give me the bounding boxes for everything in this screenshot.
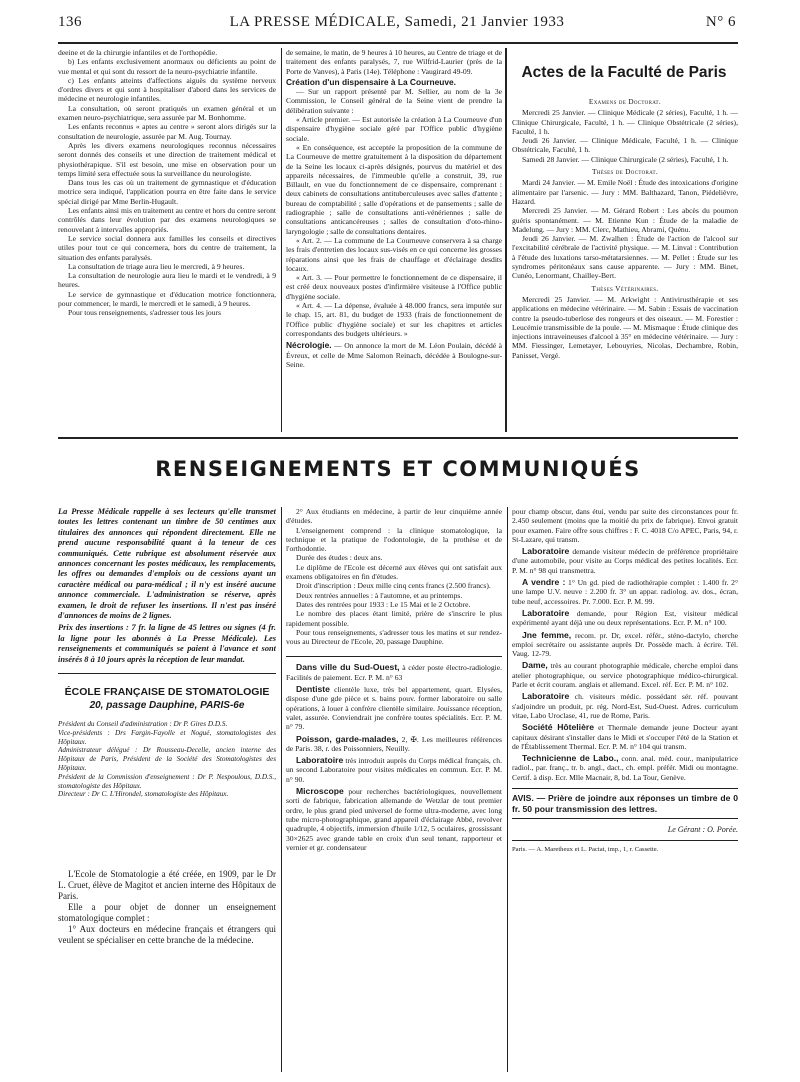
thesis-entry: Mercredi 25 Janvier. — M. Gérard Robert : Les abcès du poumon guéris spontanément. — M. Etienne Kun : Étude de la maladie de Madelung. — Jury : MM. Clerc, Mathieu, Abrami, Quénu.	[512, 206, 738, 234]
necrologie-text: — On annonce la mort de M. Léon Poulain, décédé à Évreux, et celle de Mme Salomon Reinach, décédée à Boulogne-sur-Seine.	[286, 341, 502, 369]
ecole-paragraph: Le nombre des places étant limité, prière de s'inscrire le plus rapidement possible.	[286, 609, 502, 628]
dispensaire-body	[286, 87, 502, 338]
ad-heading: Dans ville du Sud-Ouest,	[296, 662, 400, 673]
page-number: 136	[58, 14, 82, 30]
ecole-title: ÉCOLE FRANÇAISE DE STOMATOLOGIE	[64, 686, 270, 699]
ecole-body	[58, 869, 276, 946]
ad-text: très au courant photographie médicale, cherche emploi dans atelier photographique, ou service photographique médico-chirurgical. Parle et écrit couram. anglais et allemand. Excel. réf. Ecr. P. M. n° 102.	[512, 661, 738, 690]
ecole-paragraph: 1° Aux docteurs en médecine français et étrangers qui veulent se spécialiser en cette branche de la médecine.	[58, 924, 276, 946]
necrologie-heading: Nécrologie.	[286, 340, 332, 351]
ad-text: recom. pr. Dr, excel. référ., sténo-dactylo, cherche emploi secrétaire ou assistante auprès Dr. Possède mach. à écrire. Tél. Vaug. 12-79.	[512, 630, 738, 659]
ad-text: demande, pour Région Est, visiteur médical expérimenté ayant déjà une ou deux représentations. Ecr. P. M. n° 100.	[512, 608, 738, 628]
ecole-paragraph: Durée des études : deux ans.	[296, 553, 383, 563]
avis-notice: AVIS. — Prière de joindre aux réponses un timbre de 0 fr. 50 pour transmission des lettres.	[512, 793, 738, 814]
ads-separator	[286, 656, 502, 657]
ad-text: et Thermale demande jeune Docteur ayant capitaux désirant s'installer dans le Midi et s'occuper l'été de la Station et de l'Établissement Thermal. Ecr. P. M. n° 104 qui transm.	[512, 723, 738, 751]
theses-heading: Thèses de Doctorat.	[591, 167, 658, 177]
article-paragraph: « Article premier. — Est autorisée la création à La Courneuve d'un dispensaire d'hygiène sociale géré par l'Office public d'hygiène sociale.	[286, 115, 502, 143]
classified-ad	[286, 663, 502, 682]
ad-heading: Technicienne de Labo.,	[522, 753, 619, 764]
ecole-paragraph: Le diplôme de l'Ecole est décerné aux élèves qui ont satisfait aux examens obligatoires en fin d'études.	[286, 562, 502, 582]
avis-rule	[512, 788, 738, 789]
ecole-paragraph: Droit d'inscription : Deux mille cinq cents francs (2.500 francs).	[296, 581, 491, 591]
classified-ad	[286, 685, 502, 731]
column-rule	[507, 507, 508, 1072]
article-paragraph: La consultation de neurologie aura lieu le mardi et le vendredi, à 9 heures.	[58, 271, 276, 290]
ad-heading: Société Hôtelière	[522, 722, 594, 733]
ad-text: pour recherches bactériologiques, nouvellement sorti de fabrique, fabrication allemande de Wetzlar de tout premier ordre, le plus grand pied universel de forme ultra-moderne, avec long tube micro-photographique, grand appareil d'éclairage Abbé, revolver quadruple, 4 objectifs, immersion d'huile 1/12, 5 oculaires, grossissant 30×2625 avec grande table en croix d'un seul tenant, rapporteur et vernier et gr. condensateur	[286, 787, 502, 852]
vet-thesis-entry: Mercredi 25 Janvier. — M. Arkwight : Antivirusthérapie et ses applications en médecine vétérinaire. — M. Sabin : Essais de vaccination contre la pseudo-tuberlose des rongeurs et des oiseaux. — M. Forestier : Leucémie transmissible de la poule. — M. Mismaque : Étude clinique des injections intraveineuses d'alcool à 35° en médecine vétérinaire. — Jury : MM. Fiessinger, Lemetayer, Lebouyries, Nicolas, Dechambre, Robin, Panisset, Vergé.	[512, 294, 738, 360]
notice-paragraph: La Presse Médicale rappelle à ses lecteurs qu'elle transmet toutes les lettres contenant un timbre de 50 centimes aux titulaires des annonces qui répondent directement. Elle ne prend aucune responsabilité quant à la teneur de ces communiqués. Cette rubrique est absolument réservée aux annonces concernant les postes médicaux, les remplacements, les offres ou demandes d'emplois ou de cessions ayant un caractère médical ou para-médical ; il n'y est inséré aucune annonce commerciale. L'administration se réserve, après examen, le droit de refuser les insertions. Il n'est pas inséré d'annonces de moins de 2 lignes.	[58, 507, 276, 621]
section-rule-top	[58, 437, 738, 439]
classified-ad	[512, 631, 738, 659]
issue-number: N° 6	[705, 14, 736, 30]
section-title: RENSEIGNEMENTS ET COMMUNIQUÉS	[155, 457, 641, 481]
article-paragraph: Le service social donnera aux familles les conseils et directives utiles pour tout ce qui concernera, hors du centre de traitement, la situation des enfants paralysés.	[58, 233, 276, 262]
ad-text: conn. anal. méd. cour., manipulatrice radiol., par. franç., tr. b. angl., dact., ch. empl. préfér. Midi ou montagne. Certif. à disp. Ecr. Mlle Macnair, 8, bd. La Tour, Genève.	[512, 754, 738, 782]
gerant-line: Le Gérant : O. Porée.	[667, 825, 738, 835]
article-paragraph: deeine et de la chirurgie infantiles et de l'orthopédie.	[58, 48, 218, 57]
thesis-entry: Mardi 24 Janvier. — M. Emile Noël : Étude des intoxications d'origine alimentaire par l'arsenic. — Jury : MM. Balthazard, Tanon, Piédelièvre, Hazard.	[512, 178, 738, 206]
ecole-paragraph: L'enseignement comprend : la clinique stomatologique, la technique et la pratique de l'odontologie, de la prothèse et de l'orthodontie.	[286, 525, 502, 554]
ecole-officer: Vice-présidents : Drs Fargin-Fayolle et Nogué, stomatologistes des Hôpitaux.	[58, 728, 276, 746]
classified-ad	[512, 723, 738, 751]
ecole-officers	[58, 720, 276, 799]
ecole-paragraph: Elle a pour objet de donner un enseignement stomatologique complet :	[58, 902, 276, 924]
vet-theses-heading: Thèses Vétérinaires.	[591, 283, 659, 293]
classified-ad	[286, 756, 502, 784]
bottom-right-column	[512, 507, 738, 1072]
article-paragraph: Dans tous les cas où un traitement de gymnastique et d'éducation motrice sera indiqué, l'application pourra en être faite dans le service spécial dirigé par Mme Berlin-Hugault.	[58, 178, 276, 206]
ad-text: 2, ✠. Les meilleures références de Paris. 38, r. des Poissonniers, Neuilly.	[286, 734, 502, 753]
exam-entry: Mercredi 25 Janvier. — Clinique Médicale (2 séries), Faculté, 1 h. — Clinique Chirurgicale, Faculté, 1 h. — Clinique Obstétricale (2 séries), Faculté, 1 h.	[512, 108, 738, 136]
notice-rule	[58, 673, 276, 674]
ad-heading: Jne femme,	[522, 629, 572, 640]
classified-ad	[286, 735, 502, 754]
ad-text: à céder poste électro-radiologie. Facilités de paiement. Ecr. P. M. n° 63	[286, 663, 502, 682]
bottom-left-column	[58, 507, 276, 1072]
classified-ad-continued: pour champ obscur, dans étui, vendu par suite des circonstances pour fr. 2.450 seulement (moins que la moitié du prix de fabrique). Envoi gratuit pour examen. Faire offre sous chiffres : F. C. 4018 C/o APEC, Paris, 94, r. St-Lazare, qui transm.	[512, 507, 738, 544]
ad-text: clientèle luxe, très bel appartement, quart. Elysées, dispose d'une gde pièce et s. bains pouv. former laboratoire ou salle opérations, à louer à confrère clientèle similaire. Jouissance réception, valet, assurée. Conviendrait jne confrère toutes spécialités. Ecr. P. M. n° 79.	[286, 685, 502, 732]
article-paragraph: — Sur un rapport présenté par M. Sellier, au nom de la 3e Commission, le Conseil général de la Seine vient de prendre la délibération suivante :	[286, 87, 502, 115]
bottom-middle-column	[286, 507, 502, 1072]
printer-rule	[512, 840, 738, 841]
ad-text: 1° Un gd. pied de radiothérapie complet : 1.400 fr. 2° une lampe U.V. neuve : 2.200 fr. 3° un appar. radiolog. av. dos., écran, tube neuf, accessoires. Pr. 7.000. Ecr. P. M. 99.	[512, 578, 738, 606]
printer-line: Paris. — A. Maretheux et L. Pactat, imp., 1, r. Cassette.	[512, 846, 659, 854]
exam-entry: Samedi 28 Janvier. — Clinique Chirurgicale (2 séries), Faculté, 1 h.	[522, 154, 729, 164]
avis-rule-bottom	[512, 818, 738, 819]
dispensaire-heading: Création d'un dispensaire à La Courneuve.	[286, 76, 456, 87]
article-paragraph: « En conséquence, est acceptée la proposition de la commune de La Courneuve de mettre gratuitement à la disposition du département de la Seine les locaux ci-après désignés, pourvus du matériel et des appareils nécessaires, de l'immeuble qu'elle a construit, 39, rue Billault, en vue du fonctionnement de ce dispensaire, comprenant : deux cabinets de consultations antituberculeuses avec salles d'attente ; bureau de comptabilité ; salle d'opérations et de pansements ; salle de radiographie ; salle de consultations anti-vénériennes ; salle de consultations anticancéreuses ; salles de consultation d'oto-rhino-laryngologie ; salle de consultations dentaires.	[286, 142, 502, 236]
article-paragraph: La consultation, où seront pratiqués un examen général et un examen neuro-psychiatrique, sera assurée par M. Bonhomme.	[58, 103, 276, 123]
exam-entry: Jeudi 26 Janvier. — Clinique Médicale, Faculté, 1 h. — Clinique Obstétricale, Faculté, 1 h.	[512, 136, 738, 155]
column-rule	[281, 48, 282, 432]
ad-heading: Laboratoire	[522, 607, 570, 618]
ecole-paragraph: Deux rentrées annuelles : à l'automne, et au printemps.	[296, 590, 463, 600]
top-middle-column	[286, 48, 502, 432]
classified-ad	[512, 692, 738, 720]
classified-ad	[512, 578, 738, 606]
article-paragraph: b) Les enfants exclusivement anormaux ou déficients au point de vue mental et qui sont du ressort de la neuro-psychiatrie infantile.	[58, 57, 276, 76]
page-header	[58, 12, 736, 36]
prices-paragraph: Prix des insertions : 7 fr. la ligne de 45 lettres ou signes (4 fr. la ligne pour les abonnés à La Presse Médicale). Les renseignements et communiqués se paient à l'avance et sont insérés 8 à 10 jours après la réception de leur mandat.	[58, 623, 276, 664]
faculty-box-left	[505, 48, 507, 432]
centre-triage-text: de semaine, le matin, de 9 heures à 10 heures, au Centre de triage et de traitement des enfants paralysés, 7, rue Wilfrid-Laurier (près de la Porte de Vanves), à Paris (14e). Téléphone : Vaugirard 49-09.	[286, 48, 502, 76]
thesis-entry: Jeudi 26 Janvier. — M. Zwalhen : Étude de l'action de l'alcool sur l'excitabilité cérébrale de l'activité physique. — M. Linval : Contribution à l'étude des luxations tarso-métatarsiennes. — M. Pellet : Étude sur les syndromes péritonéaux sans cause apparente. — Jury : MM. Binet, Cunéo, Lenormant, Chailley-Bert.	[512, 234, 738, 281]
article-paragraph: « Art. 4. — La dépense, évaluée à 48.000 francs, sera imputée sur le chap. 15, art. 81, du budget de 1933 (frais de fonctionnement de l'Office public d'hygiène sociale) et sur les chapitres et articles correspondants des budgets ultérieurs. »	[286, 301, 502, 338]
article-paragraph: « Art. 2. — La commune de La Courneuve conservera à sa charge les frais d'entretien des locaux sus-visés en ce qui concerne les grosses réparations ainsi que les frais de chauffage et d'éclairage desdits locaux.	[286, 235, 502, 273]
article-paragraph: Le service de gymnastique et d'éducation motrice fonctionnera, pour commencer, le mardi, le mercredi et le samedi, à 9 heures.	[58, 289, 276, 309]
classified-ad	[512, 609, 738, 628]
ad-text: très introduit auprès du Corps médical français, ch. un second Laboratoire pour visites médicales en commun. Ecr. P. M. n° 90.	[286, 756, 502, 784]
ad-heading: Laboratoire	[522, 691, 570, 702]
faculty-column	[512, 94, 738, 432]
ecole-address: 20, passage Dauphine, PARIS-6e	[89, 700, 245, 712]
column-rule	[281, 507, 282, 1072]
faculty-title: Actes de la Faculté de Paris	[521, 64, 727, 81]
article-paragraph: La consultation de triage aura lieu le mercredi, à 9 heures.	[68, 261, 245, 271]
ecole-officer: Président de la Commission d'enseignement : Dr P. Nespoulous, D.D.S., stomatologiste des Hôpitaux.	[58, 772, 276, 790]
journal-title: LA PRESSE MÉDICALE, Samedi, 21 Janvier 1933	[229, 14, 565, 30]
article-paragraph: Les enfants reconnus « aptes au centre » seront alors dirigés sur la consultation de neurologie, assurée par M. Aug. Tournay.	[58, 122, 276, 141]
ecole-paragraph: 2° Aux étudiants en médecine, à partir de leur cinquième année d'études.	[286, 507, 502, 526]
article-paragraph: c) Les enfants atteints d'affections aiguës du système nerveux d'ordres divers et qui sont à hospitaliser d'abord dans les services de médecine et neurologie infantiles.	[58, 75, 276, 104]
classified-ad	[512, 754, 738, 782]
ad-heading: Dame,	[522, 660, 548, 671]
ecole-officer: Administrateur délégué : Dr Rousseau-Decelle, ancien interne des Hôpitaux de Paris, Président de la Société des Stomatologistes des Hôpitaux.	[58, 746, 276, 773]
classified-ad	[286, 787, 502, 852]
ad-heading: Laboratoire	[522, 546, 570, 557]
ecole-paragraph: Pour tous renseignements, s'adresser tous les matins et sur rendez-vous au Directeur de l'Ecole, 20, passage Dauphine.	[286, 627, 502, 647]
ad-text: ch. visiteurs médic. possédant sér. réf. pouvant s'adjoindre un produit, pr. rég. Nord-Est, Sud-Ouest. Adres. curriculum vitae, Labo Uroclase, 41, rue de Rome, Paris.	[512, 692, 738, 720]
ecole-paragraph: Dates des rentrées pour 1933 : Le 15 Mai et le 2 Octobre.	[296, 599, 471, 609]
article-paragraph: Les enfants ainsi mis en traitement au centre et hors du centre seront contrôlés dans leur évolution par des examens neurologiques se renouvelant à intervalles appropriés.	[58, 206, 276, 234]
classified-ad	[512, 547, 738, 575]
article-paragraph: « Art. 3. — Pour permettre le fonctionnement de ce dispensaire, il est créé deux nouveaux postes d'infirmière visiteuse à l'Office public d'hygiène sociale.	[286, 273, 502, 301]
ad-heading: Laboratoire	[296, 755, 344, 766]
article-paragraph: Après les divers examens neurologiques reconnus nécessaires seront donnés des conseils et une direction de traitement médical et physiothérapique. S'il est besoin, une mise en observation pour un temps limité sera effectuée sous la surveillance du neurologiste.	[58, 140, 276, 178]
ecole-paragraph: L'Ecole de Stomatologie a été créée, en 1909, par le Dr L. Cruet, élève de Magitot et ancien interne des Hôpitaux de Paris.	[58, 869, 276, 902]
ad-heading: Dentiste	[296, 684, 330, 695]
examens-heading: Examens de Doctorat.	[588, 97, 662, 106]
classified-ad	[512, 661, 738, 689]
ad-heading: Microscope	[296, 786, 344, 797]
ad-heading: A vendre :	[522, 577, 566, 588]
top-left-column	[58, 48, 276, 432]
ecole-officer: Directeur : Dr C. L'Hirondel, stomatologiste des Hôpitaux.	[58, 790, 229, 799]
ad-heading: Poisson, garde-malades,	[296, 733, 399, 744]
ad-text: demande visiteur médecin de préférence propriétaire d'une automobile, pour visite au Corps médical des petites localités. Ecr. P. M. n° 98 qui transmettra.	[512, 547, 738, 575]
article-paragraph: Pour tous renseignements, s'adresser tous les jours	[68, 308, 222, 318]
ecole-officer: Président du Conseil d'administration : Dr P. Gires D.D.S.	[58, 720, 228, 729]
header-rule	[58, 42, 738, 44]
